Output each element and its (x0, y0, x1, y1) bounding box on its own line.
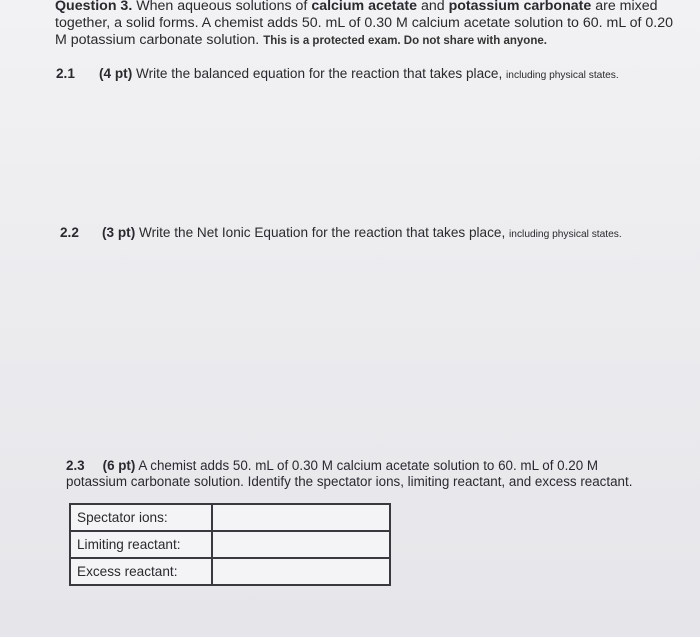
table-row (70, 531, 390, 558)
question-text: A chemist adds 50. mL of 0.30 M calcium acetate solution to 60. mL of 0.20 M potassium carbonate solution. Identify the spectator ions, limiting reactant, and excess reactant. (66, 458, 633, 489)
question-number: 2.3 (66, 458, 85, 473)
question-number: 2.2 (60, 225, 79, 240)
intro-text-1: When aqueous solutions of (132, 0, 312, 14)
intro-text-2: and (417, 0, 449, 14)
intro-text-3: are mixed together, a solid forms. A chemist adds 50. mL of 0.30 M calcium acetate solution to 60. mL of 0.20 M potassium carbonate solution. (55, 0, 674, 48)
question-2-2 (60, 225, 622, 240)
question-label: Question 3. (55, 0, 133, 14)
question-points: (3 pt) (102, 225, 136, 240)
question-intro (55, 0, 685, 50)
solute-potassium-carbonate: potassium carbonate (448, 0, 592, 14)
spectator-ions-answer-cell[interactable] (212, 504, 390, 531)
limiting-reactant-answer-cell[interactable] (212, 531, 390, 558)
solute-calcium-acetate: calcium acetate (311, 0, 417, 14)
excess-reactant-answer-cell[interactable] (212, 558, 390, 585)
question-points: (4 pt) (99, 66, 133, 81)
excess-reactant-label: Excess reactant: (70, 558, 212, 585)
question-points: (6 pt) (102, 458, 136, 473)
table-row (70, 504, 390, 531)
question-2-3 (66, 458, 656, 490)
question-note: including physical states. (509, 229, 622, 240)
table-row (70, 558, 390, 585)
question-number: 2.1 (56, 66, 75, 81)
question-2-1 (56, 66, 619, 81)
question-text: Write the Net Ionic Equation for the reaction that takes place, (135, 225, 510, 240)
answer-table (69, 503, 391, 586)
spectator-ions-label: Spectator ions: (70, 504, 212, 531)
question-note: including physical states. (506, 70, 619, 81)
question-text: Write the balanced equation for the reaction that takes place, (132, 66, 507, 81)
protected-exam-notice: This is a protected exam. Do not share with anyone. (263, 35, 547, 47)
limiting-reactant-label: Limiting reactant: (70, 531, 212, 558)
